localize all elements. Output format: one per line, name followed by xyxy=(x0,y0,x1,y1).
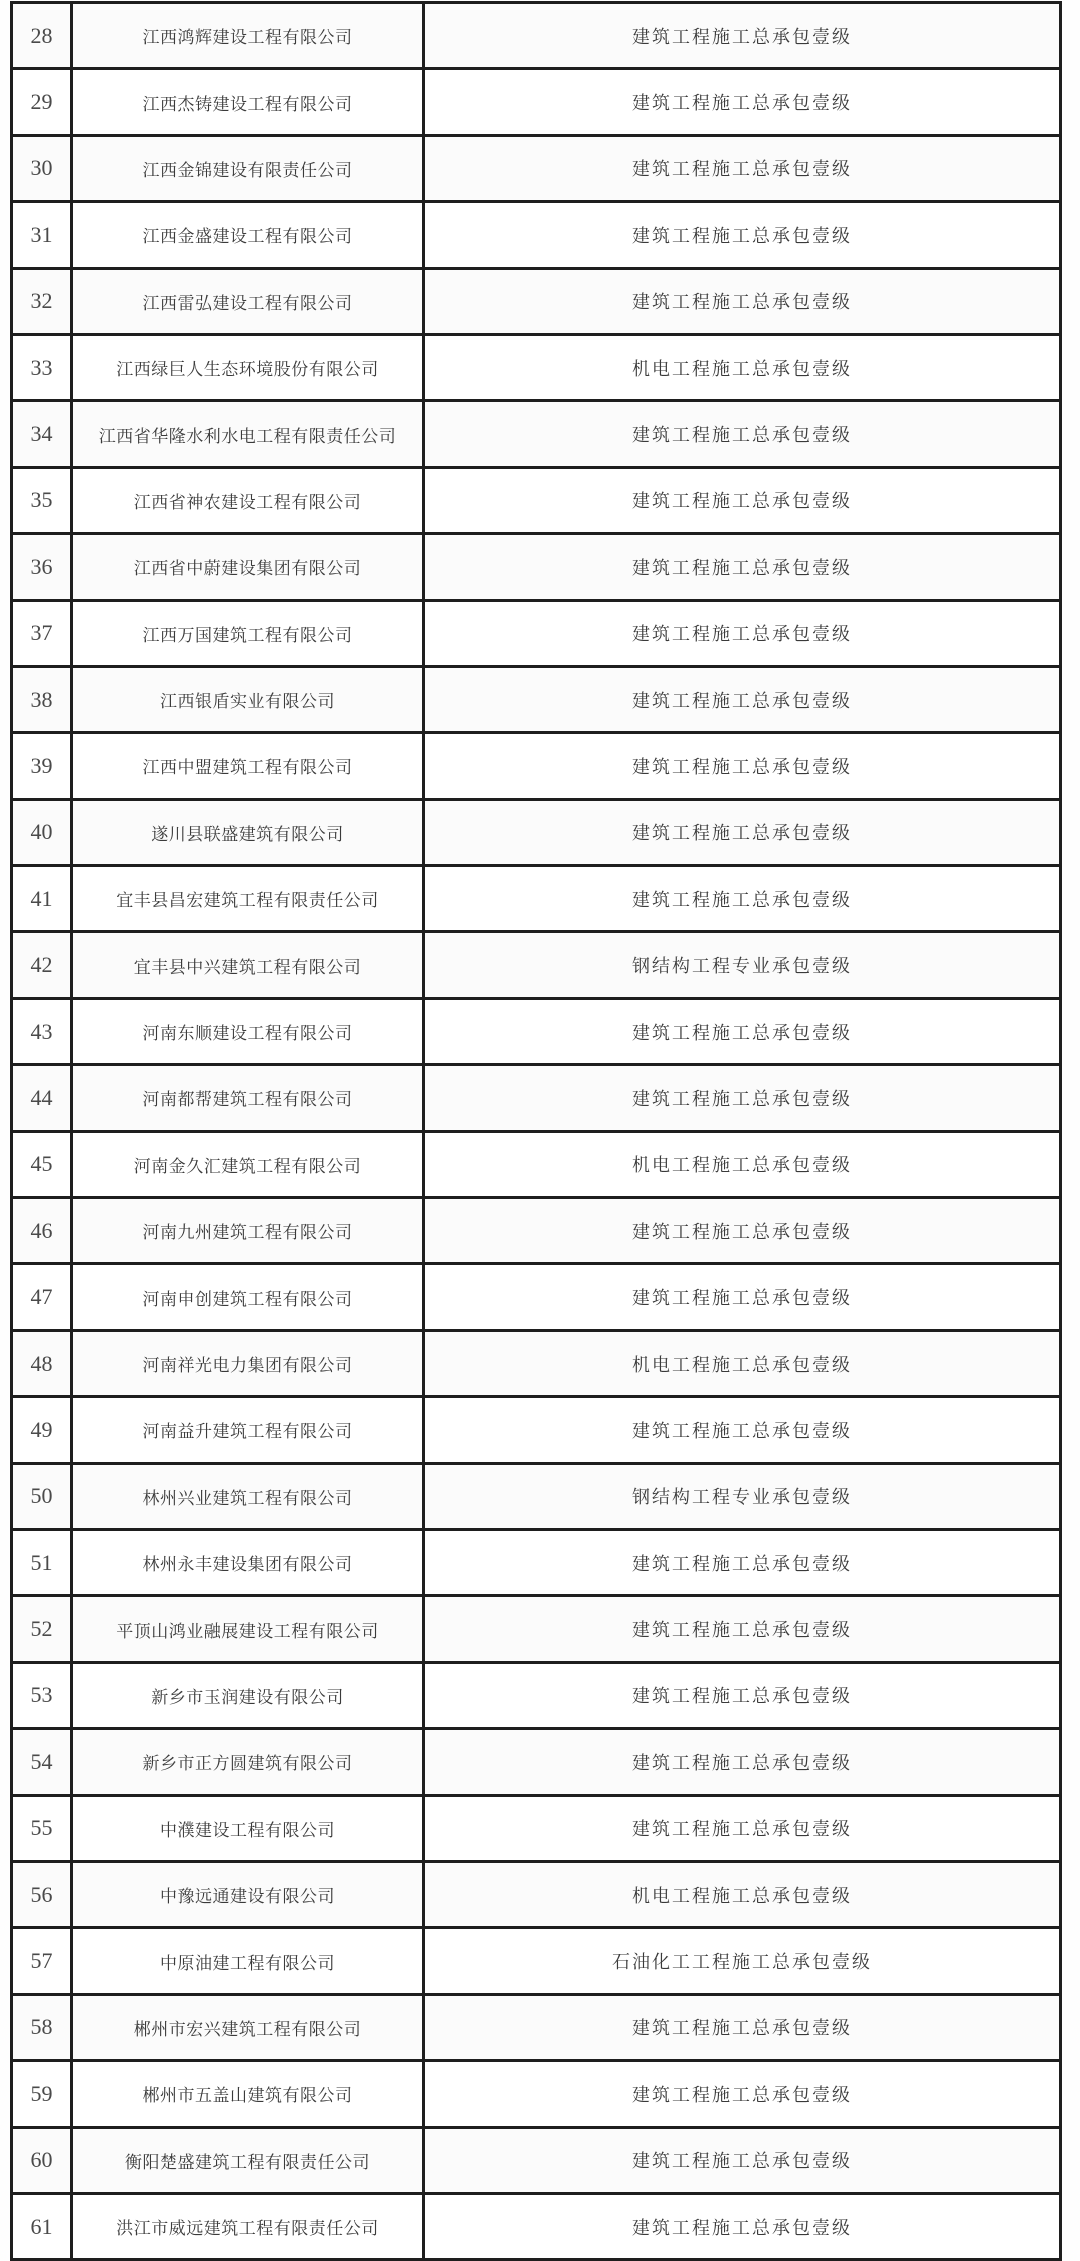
qualification-cell: 建筑工程施工总承包壹级 xyxy=(425,1597,1059,1660)
table-row xyxy=(13,1000,1059,1066)
row-number-cell: 60 xyxy=(13,2129,73,2192)
table-row xyxy=(13,1730,1059,1796)
row-number-cell: 28 xyxy=(13,4,73,67)
table-row xyxy=(13,402,1059,468)
company-name-cell: 江西省华隆水利水电工程有限责任公司 xyxy=(73,402,425,465)
qualification-cell: 建筑工程施工总承包壹级 xyxy=(425,1730,1059,1793)
qualification-cell: 建筑工程施工总承包壹级 xyxy=(425,1398,1059,1461)
table-row xyxy=(13,203,1059,269)
qualification-cell: 建筑工程施工总承包壹级 xyxy=(425,4,1059,67)
row-number-cell: 31 xyxy=(13,203,73,266)
qualification-cell: 石油化工工程施工总承包壹级 xyxy=(425,1929,1059,1992)
table-row xyxy=(13,602,1059,668)
company-name-cell: 郴州市五盖山建筑有限公司 xyxy=(73,2062,425,2125)
table-row xyxy=(13,2195,1059,2261)
table-row xyxy=(13,137,1059,203)
qualification-cell: 机电工程施工总承包壹级 xyxy=(425,336,1059,399)
company-name-cell: 江西万国建筑工程有限公司 xyxy=(73,602,425,665)
company-name-cell: 河南都帮建筑工程有限公司 xyxy=(73,1066,425,1129)
company-name-cell: 中濮建设工程有限公司 xyxy=(73,1797,425,1860)
company-name-cell: 江西金盛建设工程有限公司 xyxy=(73,203,425,266)
row-number-cell: 34 xyxy=(13,402,73,465)
row-number-cell: 50 xyxy=(13,1465,73,1528)
qualification-cell: 机电工程施工总承包壹级 xyxy=(425,1332,1059,1395)
qualification-cell: 建筑工程施工总承包壹级 xyxy=(425,734,1059,797)
company-name-cell: 宜丰县昌宏建筑工程有限责任公司 xyxy=(73,867,425,930)
table-row xyxy=(13,1398,1059,1464)
company-qualification-table xyxy=(10,1,1062,2261)
qualification-cell: 建筑工程施工总承包壹级 xyxy=(425,402,1059,465)
row-number-cell: 48 xyxy=(13,1332,73,1395)
company-name-cell: 江西银盾实业有限公司 xyxy=(73,668,425,731)
company-name-cell: 江西雷弘建设工程有限公司 xyxy=(73,270,425,333)
company-name-cell: 江西金锦建设有限责任公司 xyxy=(73,137,425,200)
qualification-cell: 钢结构工程专业承包壹级 xyxy=(425,1465,1059,1528)
company-name-cell: 江西杰铸建设工程有限公司 xyxy=(73,70,425,133)
table-row xyxy=(13,867,1059,933)
company-name-cell: 宜丰县中兴建筑工程有限公司 xyxy=(73,933,425,996)
table-row xyxy=(13,2129,1059,2195)
row-number-cell: 33 xyxy=(13,336,73,399)
qualification-cell: 建筑工程施工总承包壹级 xyxy=(425,801,1059,864)
qualification-cell: 建筑工程施工总承包壹级 xyxy=(425,137,1059,200)
qualification-cell: 建筑工程施工总承包壹级 xyxy=(425,469,1059,532)
table-row xyxy=(13,801,1059,867)
qualification-cell: 建筑工程施工总承包壹级 xyxy=(425,2129,1059,2192)
company-name-cell: 林州兴业建筑工程有限公司 xyxy=(73,1465,425,1528)
row-number-cell: 29 xyxy=(13,70,73,133)
row-number-cell: 43 xyxy=(13,1000,73,1063)
company-name-cell: 江西中盟建筑工程有限公司 xyxy=(73,734,425,797)
company-name-cell: 林州永丰建设集团有限公司 xyxy=(73,1531,425,1594)
table-row xyxy=(13,1664,1059,1730)
table-row xyxy=(13,1199,1059,1265)
row-number-cell: 37 xyxy=(13,602,73,665)
company-name-cell: 中原油建工程有限公司 xyxy=(73,1929,425,1992)
qualification-cell: 建筑工程施工总承包壹级 xyxy=(425,1066,1059,1129)
qualification-cell: 建筑工程施工总承包壹级 xyxy=(425,2062,1059,2125)
qualification-cell: 建筑工程施工总承包壹级 xyxy=(425,270,1059,333)
row-number-cell: 56 xyxy=(13,1863,73,1926)
row-number-cell: 61 xyxy=(13,2195,73,2258)
qualification-cell: 建筑工程施工总承包壹级 xyxy=(425,602,1059,665)
row-number-cell: 41 xyxy=(13,867,73,930)
row-number-cell: 51 xyxy=(13,1531,73,1594)
row-number-cell: 47 xyxy=(13,1265,73,1328)
table-row xyxy=(13,933,1059,999)
qualification-cell: 建筑工程施工总承包壹级 xyxy=(425,1000,1059,1063)
row-number-cell: 54 xyxy=(13,1730,73,1793)
table-row xyxy=(13,1465,1059,1531)
row-number-cell: 42 xyxy=(13,933,73,996)
qualification-cell: 建筑工程施工总承包壹级 xyxy=(425,70,1059,133)
company-name-cell: 河南金久汇建筑工程有限公司 xyxy=(73,1133,425,1196)
row-number-cell: 53 xyxy=(13,1664,73,1727)
qualification-cell: 建筑工程施工总承包壹级 xyxy=(425,1531,1059,1594)
table-row xyxy=(13,70,1059,136)
qualification-cell: 钢结构工程专业承包壹级 xyxy=(425,933,1059,996)
row-number-cell: 32 xyxy=(13,270,73,333)
row-number-cell: 46 xyxy=(13,1199,73,1262)
table-row xyxy=(13,1066,1059,1132)
table-row xyxy=(13,1531,1059,1597)
qualification-cell: 建筑工程施工总承包壹级 xyxy=(425,2195,1059,2258)
row-number-cell: 55 xyxy=(13,1797,73,1860)
table-row xyxy=(13,1996,1059,2062)
company-name-cell: 江西绿巨人生态环境股份有限公司 xyxy=(73,336,425,399)
table-row xyxy=(13,668,1059,734)
qualification-cell: 建筑工程施工总承包壹级 xyxy=(425,535,1059,598)
table-row xyxy=(13,469,1059,535)
company-name-cell: 新乡市正方圆建筑有限公司 xyxy=(73,1730,425,1793)
company-name-cell: 平顶山鸿业融展建设工程有限公司 xyxy=(73,1597,425,1660)
table-row xyxy=(13,1332,1059,1398)
qualification-cell: 建筑工程施工总承包壹级 xyxy=(425,1996,1059,2059)
table-row xyxy=(13,4,1059,70)
table-row xyxy=(13,1797,1059,1863)
table-row xyxy=(13,1597,1059,1663)
qualification-cell: 建筑工程施工总承包壹级 xyxy=(425,1797,1059,1860)
company-name-cell: 河南九州建筑工程有限公司 xyxy=(73,1199,425,1262)
table-row xyxy=(13,734,1059,800)
row-number-cell: 38 xyxy=(13,668,73,731)
table-row xyxy=(13,1863,1059,1929)
row-number-cell: 40 xyxy=(13,801,73,864)
company-name-cell: 衡阳楚盛建筑工程有限责任公司 xyxy=(73,2129,425,2192)
row-number-cell: 57 xyxy=(13,1929,73,1992)
qualification-cell: 建筑工程施工总承包壹级 xyxy=(425,203,1059,266)
table-row xyxy=(13,270,1059,336)
company-name-cell: 遂川县联盛建筑有限公司 xyxy=(73,801,425,864)
qualification-cell: 建筑工程施工总承包壹级 xyxy=(425,867,1059,930)
qualification-cell: 建筑工程施工总承包壹级 xyxy=(425,668,1059,731)
table-row xyxy=(13,1133,1059,1199)
company-name-cell: 河南申创建筑工程有限公司 xyxy=(73,1265,425,1328)
company-name-cell: 新乡市玉润建设有限公司 xyxy=(73,1664,425,1727)
company-name-cell: 江西鸿辉建设工程有限公司 xyxy=(73,4,425,67)
company-name-cell: 郴州市宏兴建筑工程有限公司 xyxy=(73,1996,425,2059)
row-number-cell: 44 xyxy=(13,1066,73,1129)
row-number-cell: 49 xyxy=(13,1398,73,1461)
row-number-cell: 30 xyxy=(13,137,73,200)
company-name-cell: 河南益升建筑工程有限公司 xyxy=(73,1398,425,1461)
row-number-cell: 39 xyxy=(13,734,73,797)
company-name-cell: 洪江市威远建筑工程有限责任公司 xyxy=(73,2195,425,2258)
row-number-cell: 52 xyxy=(13,1597,73,1660)
company-name-cell: 中豫远通建设有限公司 xyxy=(73,1863,425,1926)
table-row xyxy=(13,336,1059,402)
row-number-cell: 35 xyxy=(13,469,73,532)
table-row xyxy=(13,2062,1059,2128)
table-row xyxy=(13,1929,1059,1995)
company-name-cell: 江西省神农建设工程有限公司 xyxy=(73,469,425,532)
table-row xyxy=(13,535,1059,601)
qualification-cell: 建筑工程施工总承包壹级 xyxy=(425,1664,1059,1727)
qualification-cell: 建筑工程施工总承包壹级 xyxy=(425,1199,1059,1262)
company-name-cell: 江西省中蔚建设集团有限公司 xyxy=(73,535,425,598)
qualification-cell: 建筑工程施工总承包壹级 xyxy=(425,1265,1059,1328)
qualification-cell: 机电工程施工总承包壹级 xyxy=(425,1863,1059,1926)
table-row xyxy=(13,1265,1059,1331)
row-number-cell: 58 xyxy=(13,1996,73,2059)
company-name-cell: 河南祥光电力集团有限公司 xyxy=(73,1332,425,1395)
qualification-cell: 机电工程施工总承包壹级 xyxy=(425,1133,1059,1196)
row-number-cell: 45 xyxy=(13,1133,73,1196)
row-number-cell: 59 xyxy=(13,2062,73,2125)
company-name-cell: 河南东顺建设工程有限公司 xyxy=(73,1000,425,1063)
row-number-cell: 36 xyxy=(13,535,73,598)
